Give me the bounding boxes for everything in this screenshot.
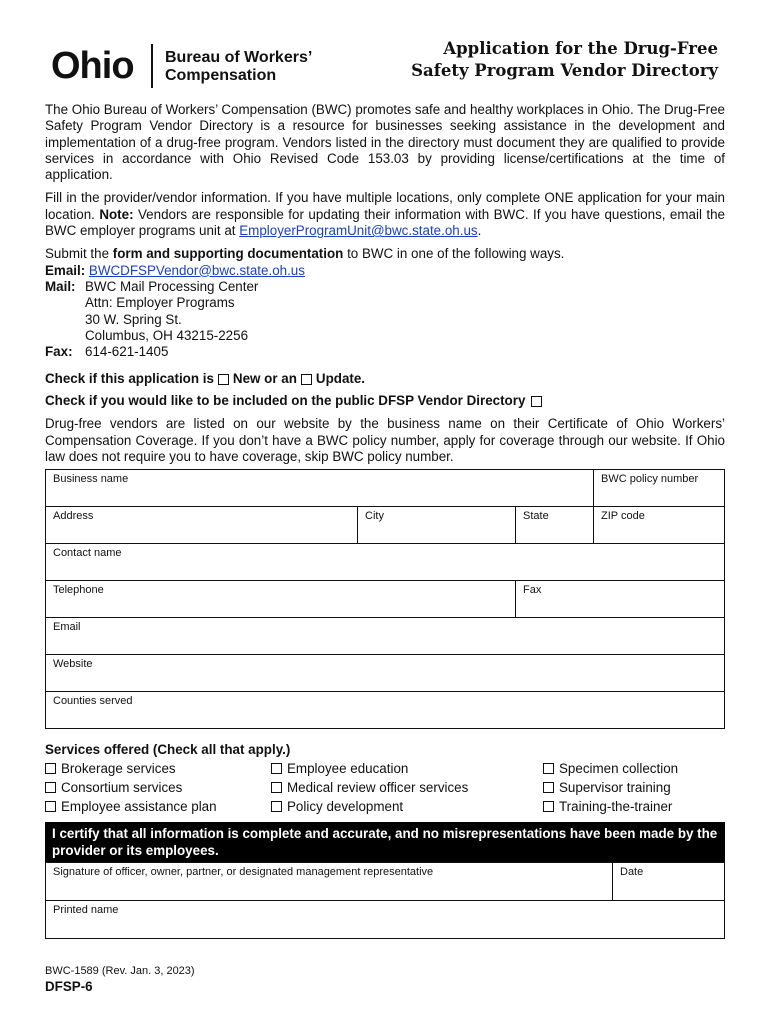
fax-row xyxy=(45,344,725,360)
service-option[interactable] xyxy=(271,778,543,797)
instructions-text-b: Vendors are responsible for updating their information with BWC. If you have questions, email the BWC employer programs unit at xyxy=(45,206,725,239)
email-row xyxy=(45,263,725,279)
service-option[interactable] xyxy=(543,797,725,816)
certification-banner: I certify that all information is complete and accurate, and no misrepresentations have been made by the provider or its employees. xyxy=(45,822,725,862)
note-label: Note: xyxy=(99,206,134,222)
service-checkbox[interactable] xyxy=(271,782,282,793)
mail-line-4: Columbus, OH 43215-2256 xyxy=(85,327,249,343)
telephone-field[interactable]: Telephone xyxy=(46,581,516,618)
logo-divider xyxy=(151,44,153,88)
logo-bureau-line2: Compensation xyxy=(165,67,277,84)
vendor-email-link[interactable]: BWCDFSPVendor@bwc.state.oh.us xyxy=(88,262,305,278)
mail-row xyxy=(45,279,725,295)
service-label: Employee assistance plan xyxy=(61,799,217,815)
service-label: Training-the-trainer xyxy=(559,799,673,815)
service-checkbox[interactable] xyxy=(45,763,56,774)
service-option[interactable] xyxy=(543,759,725,778)
fax-number: 614-621-1405 xyxy=(85,344,169,360)
fax-label: Fax: xyxy=(45,344,73,360)
directory-row xyxy=(45,390,725,412)
ohio-logo: Ohio xyxy=(51,45,134,87)
services-column-2 xyxy=(271,759,543,816)
fax-field[interactable]: Fax xyxy=(516,581,725,618)
service-option[interactable] xyxy=(45,797,271,816)
directory-label: Check if you would like to be included on the public DFSP Vendor Directory xyxy=(45,393,526,409)
bwc-logo-text xyxy=(165,49,312,85)
service-label: Medical review officer services xyxy=(287,780,469,796)
title-line2: Safety Program Vendor Directory xyxy=(411,61,718,80)
signature-table xyxy=(45,862,725,939)
counties-served-field[interactable]: Counties served xyxy=(46,692,725,729)
logo-bureau-line1: Bureau of Workers’ xyxy=(165,49,313,66)
mail-label: Mail: xyxy=(45,278,76,294)
application-type-label: Check if this application is xyxy=(45,371,214,387)
directory-checkbox[interactable] xyxy=(531,396,542,407)
mail-line-2: Attn: Employer Programs xyxy=(85,295,235,311)
title-line1: Application for the Drug-Free xyxy=(443,39,718,58)
update-checkbox[interactable] xyxy=(301,374,312,385)
update-label: Update. xyxy=(315,371,366,387)
address-field[interactable]: Address xyxy=(46,507,358,544)
state-field[interactable]: State xyxy=(516,507,594,544)
printed-name-field[interactable]: Printed name xyxy=(46,901,725,939)
services-column-3 xyxy=(543,759,725,816)
service-checkbox[interactable] xyxy=(543,782,554,793)
service-option[interactable] xyxy=(543,778,725,797)
instructions-end: . xyxy=(477,223,482,239)
service-label: Policy development xyxy=(287,799,404,815)
employer-program-email-link[interactable]: EmployerProgramUnit@bwc.state.oh.us xyxy=(239,223,478,239)
submit-line xyxy=(45,246,725,262)
submit-text-b: to BWC in one of the following ways. xyxy=(343,246,565,262)
service-checkbox[interactable] xyxy=(271,763,282,774)
service-label: Brokerage services xyxy=(61,761,176,777)
mail-line-3: 30 W. Spring St. xyxy=(85,311,182,327)
service-label: Supervisor training xyxy=(559,780,671,796)
new-label: New or an xyxy=(232,371,297,387)
service-label: Specimen collection xyxy=(559,761,679,777)
submit-text-a: Submit the xyxy=(45,246,113,262)
submit-text-bold: form and supporting documentation xyxy=(112,246,344,262)
submission-methods xyxy=(45,246,725,360)
date-field[interactable]: Date xyxy=(613,863,725,901)
new-checkbox[interactable] xyxy=(218,374,229,385)
coverage-notice: Drug-free vendors are listed on our website by the business name on their Certificate of Ohio Workers’ Compensation Coverage. If you don’t have a BWC policy number, apply for coverage through our website. If Ohio law does not require you to have coverage, skip BWC policy number. xyxy=(45,416,725,465)
service-label: Consortium services xyxy=(61,780,183,796)
service-checkbox[interactable] xyxy=(45,782,56,793)
contact-name-field[interactable]: Contact name xyxy=(46,544,725,581)
instructions-paragraph xyxy=(45,190,725,239)
service-label: Employee education xyxy=(287,761,409,777)
zip-field[interactable]: ZIP code xyxy=(594,507,725,544)
website-field[interactable]: Website xyxy=(46,655,725,692)
vendor-info-form xyxy=(45,469,725,729)
service-checkbox[interactable] xyxy=(543,763,554,774)
form-code: DFSP-6 xyxy=(45,979,93,994)
service-checkbox[interactable] xyxy=(45,801,56,812)
page-title xyxy=(411,38,718,82)
services-list xyxy=(45,759,725,816)
business-name-field[interactable]: Business name xyxy=(46,470,594,507)
service-option[interactable] xyxy=(45,759,271,778)
page-footer xyxy=(45,964,195,996)
service-option[interactable] xyxy=(271,759,543,778)
mail-line-1: BWC Mail Processing Center xyxy=(85,278,259,294)
application-type-row xyxy=(45,368,725,390)
instructions-text-a: Fill in the provider/vendor information. If you have multiple locations, only complete ONE application for your main location. xyxy=(45,190,725,222)
service-option[interactable] xyxy=(271,797,543,816)
form-revision: BWC-1589 (Rev. Jan. 3, 2023) xyxy=(45,965,195,977)
email-label: Email: xyxy=(45,262,86,278)
service-checkbox[interactable] xyxy=(543,801,554,812)
page-header xyxy=(0,0,770,100)
services-title: Services offered (Check all that apply.) xyxy=(45,742,291,758)
intro-paragraph: The Ohio Bureau of Workers’ Compensation (BWC) promotes safe and healthy workplaces in Ohio. The Drug-Free Safety Program Vendor Directory is a resource for businesses seeking assistance in the development and implementation of a drug-free program. Vendors listed in the directory must document they are qualified to provide services in accordance with Ohio Revised Code 153.03 by providing license/certifications at the time of application. xyxy=(45,102,725,183)
service-checkbox[interactable] xyxy=(271,801,282,812)
document-body xyxy=(45,102,725,939)
services-column-1 xyxy=(45,759,271,816)
email-field[interactable]: Email xyxy=(46,618,725,655)
city-field[interactable]: City xyxy=(358,507,516,544)
service-option[interactable] xyxy=(45,778,271,797)
signature-field[interactable]: Signature of officer, owner, partner, or designated management representative xyxy=(46,863,613,901)
policy-number-field[interactable]: BWC policy number xyxy=(594,470,725,507)
